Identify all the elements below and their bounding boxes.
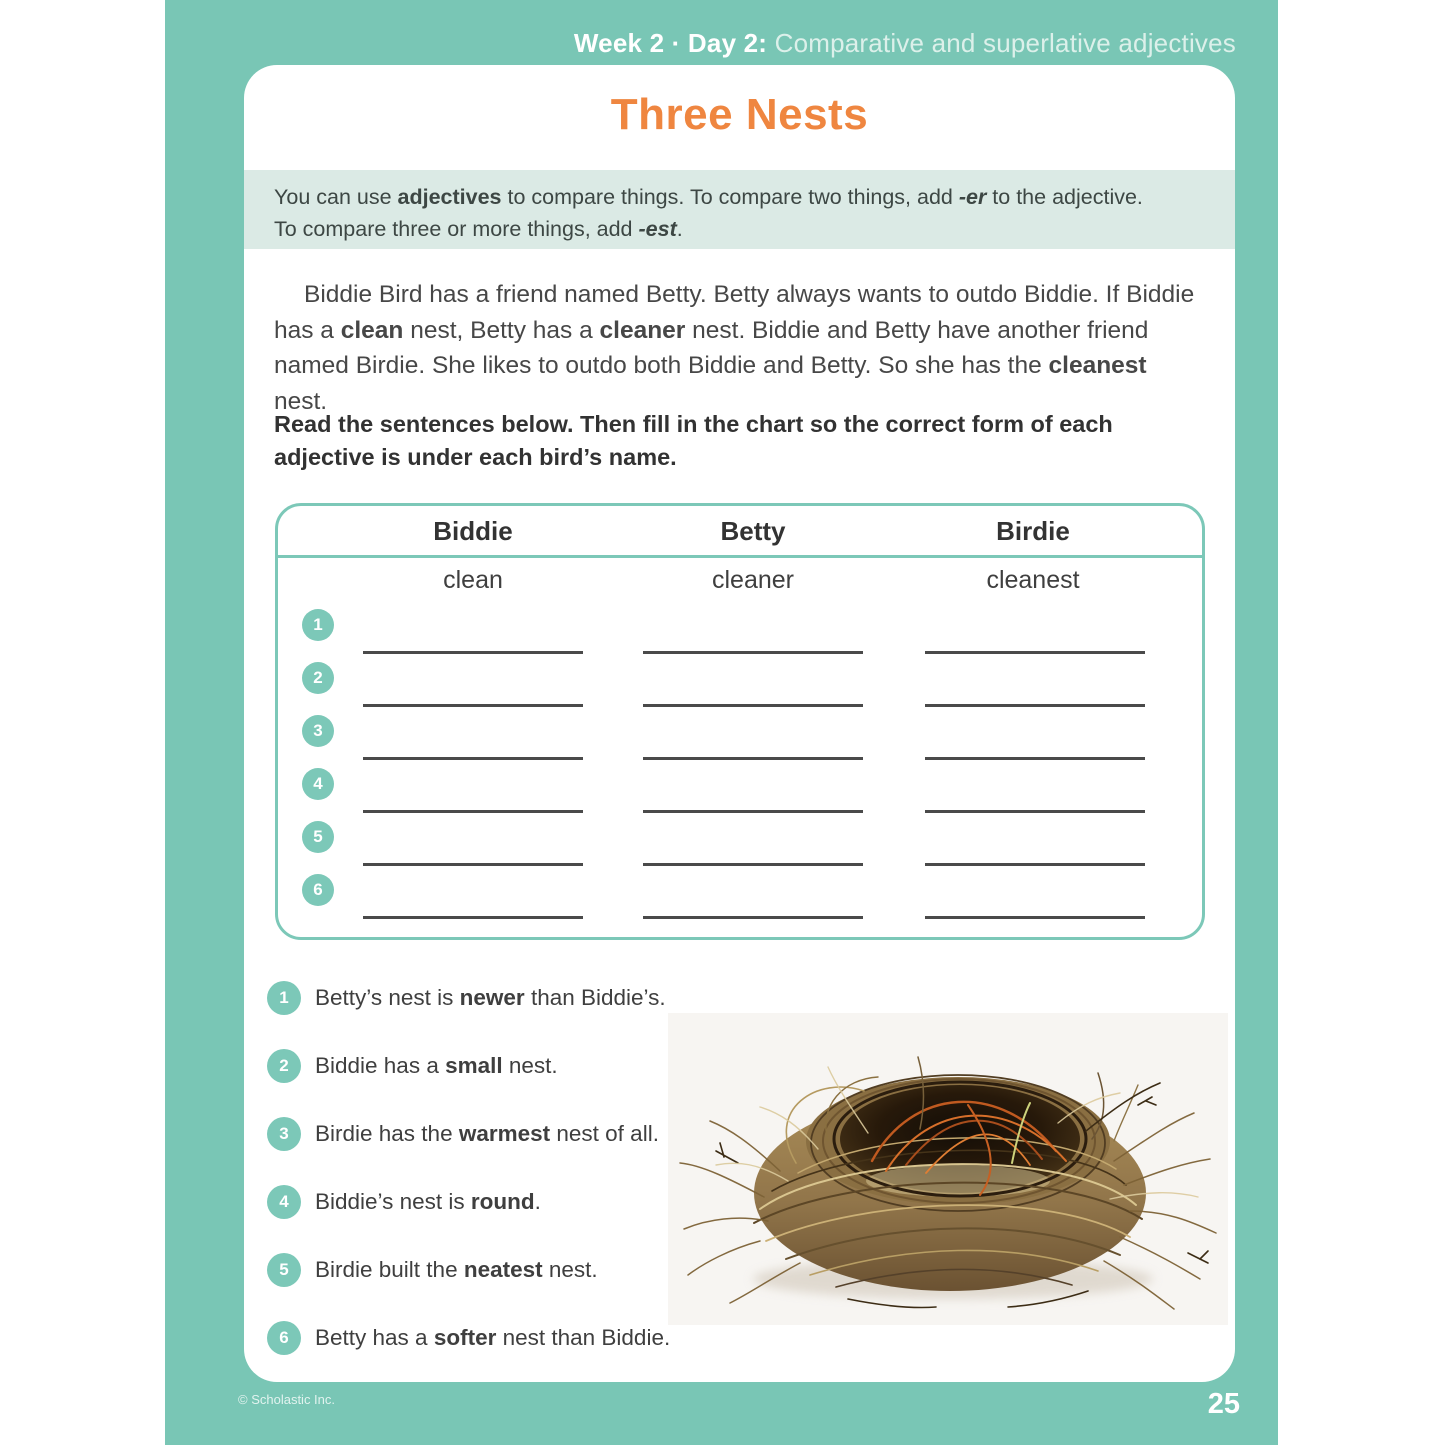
answer-blank <box>643 916 863 919</box>
row-number-badge: 5 <box>302 821 334 853</box>
chart-row-3 <box>278 705 1202 758</box>
sentence-number-badge: 2 <box>267 1049 301 1083</box>
sentence-text: Biddie has a small nest. <box>315 1053 558 1078</box>
sentence-text: Betty’s nest is newer than Biddie’s. <box>315 985 666 1010</box>
sentence-6 <box>267 1321 670 1355</box>
sentence-number-badge: 1 <box>267 981 301 1015</box>
chart-header-separator <box>278 555 1202 558</box>
chart-row-1 <box>278 599 1202 652</box>
grammar-rule-box <box>244 170 1235 249</box>
page-number: 25 <box>1207 1388 1240 1420</box>
chart-header-row <box>333 514 1173 548</box>
adjective-chart <box>275 503 1205 940</box>
sentence-text: Betty has a softer nest than Biddie. <box>315 1325 671 1350</box>
chart-row-5 <box>278 811 1202 864</box>
row-number-badge: 3 <box>302 715 334 747</box>
sentence-text: Biddie’s nest is round. <box>315 1189 541 1214</box>
chart-column-birdie: Birdie <box>996 516 1070 546</box>
row-number-badge: 4 <box>302 768 334 800</box>
example-clean: clean <box>443 566 503 594</box>
intro-paragraph: Biddie Bird has a friend named Betty. Betty always wants to outdo Biddie. If Biddie has a clean nest, Betty has a cleaner nest. Biddie and Betty have another friend named Birdie. She likes to outdo both Biddie and Betty. So she has the cleanest nest. <box>274 281 1195 415</box>
chart-column-biddie: Biddie <box>433 516 513 546</box>
lesson-topic-label: Comparative and superlative adjectives <box>767 28 1236 58</box>
worksheet-title: Three Nests <box>610 90 869 139</box>
sentence-2 <box>267 1049 558 1083</box>
example-cleaner: cleaner <box>712 566 794 594</box>
week-day-label: Week 2 · Day 2: <box>573 28 768 58</box>
sentence-4 <box>267 1185 541 1219</box>
sentence-number-badge: 5 <box>267 1253 301 1287</box>
sentence-text: Birdie built the neatest nest. <box>315 1257 598 1282</box>
sentence-number-badge: 3 <box>267 1117 301 1151</box>
row-number-badge: 1 <box>302 609 334 641</box>
page-header <box>244 28 1236 59</box>
nest-photo <box>668 1013 1228 1325</box>
answer-blank <box>925 916 1145 919</box>
sentence-number-badge: 6 <box>267 1321 301 1355</box>
chart-row-6 <box>278 864 1202 917</box>
sentence-3 <box>267 1117 659 1151</box>
sentence-1 <box>267 981 666 1015</box>
chart-example-row <box>333 566 1173 594</box>
answer-blank <box>363 916 583 919</box>
chart-row-2 <box>278 652 1202 705</box>
directions-text: Read the sentences below. Then fill in the chart so the correct form of each adjective is under each bird’s name. <box>274 411 1113 470</box>
sentence-number-badge: 4 <box>267 1185 301 1219</box>
sentence-text: Birdie has the warmest nest of all. <box>315 1121 659 1146</box>
copyright-notice: © Scholastic Inc. <box>238 1392 336 1407</box>
rule-line-2: To compare three or more things, add -est. <box>274 217 683 241</box>
sentence-5 <box>267 1253 598 1287</box>
chart-column-betty: Betty <box>720 516 786 546</box>
chart-row-4 <box>278 758 1202 811</box>
nest-illustration <box>668 1013 1228 1325</box>
row-number-badge: 6 <box>302 874 334 906</box>
row-number-badge: 2 <box>302 662 334 694</box>
example-cleanest: cleanest <box>986 566 1080 594</box>
rule-line-1: You can use adjectives to compare things. To compare two things, add -er to the adjective. <box>274 185 1143 209</box>
